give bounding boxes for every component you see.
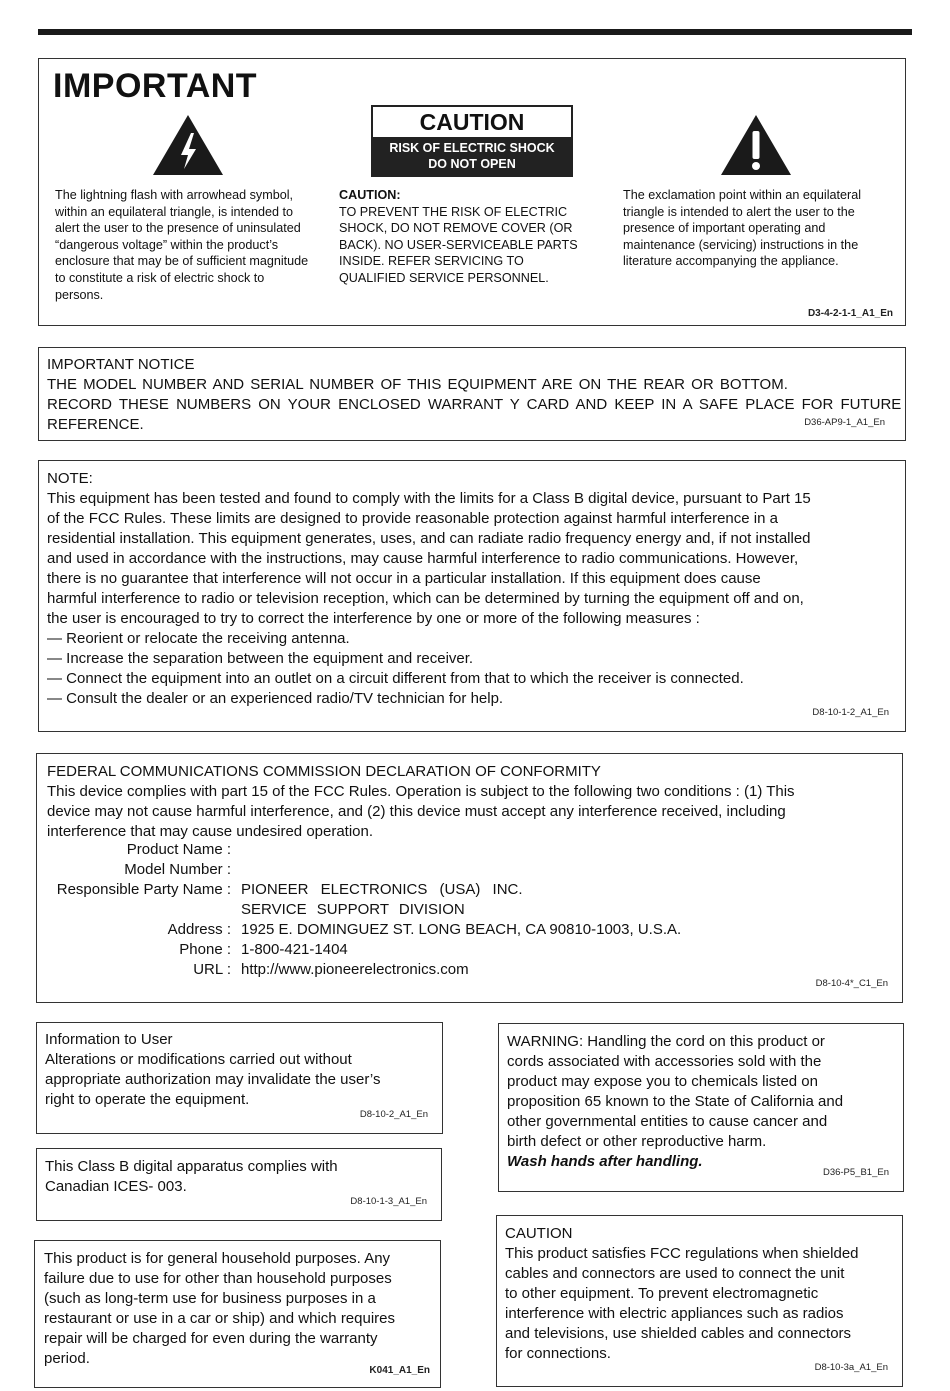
note-line: and used in accordance with the instructions, may cause harmful interference to radio communications. However, [47,550,799,567]
fcc-line: device may not cause harmful interference, and (2) this device must accept any interference received, including [47,803,786,820]
caution-line: This product satisfies FCC regulations when shielded [505,1245,859,1262]
important-title: IMPORTANT [53,67,258,105]
top-rule [38,29,912,35]
warning-line: other governmental entities to cause cancer and [507,1113,828,1130]
fcc-note-box [38,460,906,732]
exclamation-explanation: The exclamation point within an equilateral triangle is intended to alert the user to the presence of important operating and maintenance (servicing) instructions in the literature accompanying the appliance. [623,188,862,269]
note-measure: — Increase the separation between the equipment and receiver. [47,650,474,667]
fcc-key: Address : [167,921,231,938]
warning-line: WARNING: Handling the cord on this product or [507,1033,825,1050]
fcc-row [47,940,681,960]
caution-panel-heading: CAUTION [373,107,571,137]
household-use-box [34,1240,441,1388]
fcc-value: 1925 E. DOMINGUEZ ST. LONG BEACH, CA 90810-1003, U.S.A. [241,921,682,938]
fcc-row [47,920,681,940]
exclamation-triangle-icon [719,113,793,177]
note-line: the user is encouraged to try to correct the interference by one or more of the following measures : [47,610,700,627]
fcc-key: URL : [193,961,231,978]
notice-line: RECORD THESE NUMBERS ON YOUR ENCLOSED WARRANT Y CARD AND KEEP IN A SAFE PLACE FOR FUTURE [47,396,902,413]
household-line: restaurant or use in a car or ship) and which requires [44,1310,396,1327]
ices-line: This Class B digital apparatus complies with [45,1158,338,1175]
document-code: D8-10-3a_A1_En [814,1362,888,1373]
caution-line: for connections. [505,1345,611,1362]
notice-line: THE MODEL NUMBER AND SERIAL NUMBER OF THIS EQUIPMENT ARE ON THE REAR OR BOTTOM. [47,376,788,393]
caution-panel-line: RISK OF ELECTRIC SHOCK [389,141,555,155]
note-line: harmful interference to radio or television reception, which can be determined by turning the equipment off and on, [47,590,804,607]
fcc-line: interference that may cause undesired operation. [47,823,374,840]
fcc-value: 1-800-421-1404 [241,941,348,958]
document-code: K041_A1_En [369,1365,430,1376]
caution-line: cables and connectors are used to connect the unit [505,1265,845,1282]
household-line: (such as long-term use for business purposes in a [44,1290,376,1307]
fcc-caution-box [496,1215,903,1387]
notice-line: REFERENCE. [47,416,144,433]
fcc-key: Phone : [179,941,231,958]
fcc-value: PIONEER ELECTRONICS (USA) INC. [241,881,523,898]
prop65-warning-box [498,1023,904,1192]
notice-title: IMPORTANT NOTICE [47,356,195,373]
important-box [38,58,906,326]
household-line: This product is for general household purposes. Any [44,1250,391,1267]
note-title: NOTE: [47,470,93,487]
fcc-row [47,860,681,880]
caution-line: and televisions, use shielded cables and connectors [505,1325,852,1342]
document-code: D8-10-1-3_A1_En [350,1196,427,1207]
warning-line: cords associated with accessories sold with the [507,1053,822,1070]
fcc-key: Product Name : [126,841,231,858]
note-line: there is no guarantee that interference will not occur in a particular installation. If this equipment does cause [47,570,761,587]
document-code: D8-10-4*_C1_En [815,978,888,989]
fcc-row [47,960,681,980]
important-notice-box [38,347,906,441]
caution-panel-body [373,137,571,175]
information-to-user-box [36,1022,443,1134]
fcc-title: FEDERAL COMMUNICATIONS COMMISSION DECLARATION OF CONFORMITY [47,763,601,780]
document-code: D3-4-2-1-1_A1_En [807,308,893,319]
caution-explanation [339,187,579,287]
fcc-value [231,840,241,860]
note-line: This equipment has been tested and found to comply with the limits for a Class B digital device, pursuant to Part 15 [47,490,811,507]
household-line: period. [44,1350,90,1367]
document-code: D36-P5_B1_En [822,1167,889,1178]
ices-line: Canadian ICES- 003. [45,1178,187,1195]
fcc-value [231,860,241,880]
caution-subheading: CAUTION: [339,188,401,202]
household-line: repair will be charged for even during the warranty [44,1330,378,1347]
info-line: Alterations or modifications carried out without [45,1051,352,1068]
caution-line: interference with electric appliances such as radios [505,1305,844,1322]
caution-panel-line: DO NOT OPEN [428,157,516,171]
fcc-value: http://www.pioneerelectronics.com [241,961,469,978]
fcc-row [47,840,681,860]
warning-line: proposition 65 known to the State of California and [507,1093,844,1110]
note-measure: — Consult the dealer or an experienced radio/TV technician for help. [47,690,504,707]
caution-text: TO PREVENT THE RISK OF ELECTRIC SHOCK, DO NOT REMOVE COVER (OR BACK). NO USER-SERVICEABLE PARTS INSIDE. REFER SERVICING TO QUALIFIED SERVICE PERSONNEL. [339,204,578,285]
info-line: appropriate authorization may invalidate the user’s [45,1071,381,1088]
lightning-triangle-icon [151,113,225,177]
household-line: failure due to use for other than household purposes [44,1270,392,1287]
info-title: Information to User [45,1031,173,1048]
fcc-key: Responsible Party Name : [56,881,231,898]
warning-line: product may expose you to chemicals listed on [507,1073,818,1090]
fcc-value: SERVICE SUPPORT DIVISION [241,901,465,918]
caution-line: to other equipment. To prevent electromagnetic [505,1285,819,1302]
warning-line: birth defect or other reproductive harm. [507,1133,767,1150]
fcc-row [47,900,681,920]
document-code: D8-10-2_A1_En [359,1109,428,1120]
document-code: D8-10-1-2_A1_En [812,707,889,718]
note-line: of the FCC Rules. These limits are designed to provide reasonable protection against harmful interference in a [47,510,778,527]
wash-hands-emphasis: Wash hands after handling. [507,1153,703,1170]
fcc-party-table [47,840,681,980]
lightning-explanation: The lightning flash with arrowhead symbol, within an equilateral triangle, is intended to alert the user to the presence of uninsulated “dangerous voltage” within the product’s enclosure that may be of sufficient magnitude to constitute a risk of electric shock to persons. [55,188,309,302]
canadian-ices-box [36,1148,442,1221]
caution-title: CAUTION [505,1225,573,1242]
fcc-line: This device complies with part 15 of the FCC Rules. Operation is subject to the following two conditions : (1) This [47,783,795,800]
info-line: right to operate the equipment. [45,1091,250,1108]
fcc-key: Model Number : [124,861,231,878]
fcc-key [47,900,231,920]
fcc-declaration-box [36,753,903,1003]
fcc-row [47,880,681,900]
note-line: residential installation. This equipment generates, uses, and can radiate radio frequency energy and, if not installed [47,530,811,547]
document-code: D36-AP9-1_A1_En [804,417,885,428]
note-measure: — Reorient or relocate the receiving antenna. [47,630,350,647]
note-measure: — Connect the equipment into an outlet on a circuit different from that to which the receiver is connected. [47,670,744,687]
caution-label-panel [371,105,573,177]
